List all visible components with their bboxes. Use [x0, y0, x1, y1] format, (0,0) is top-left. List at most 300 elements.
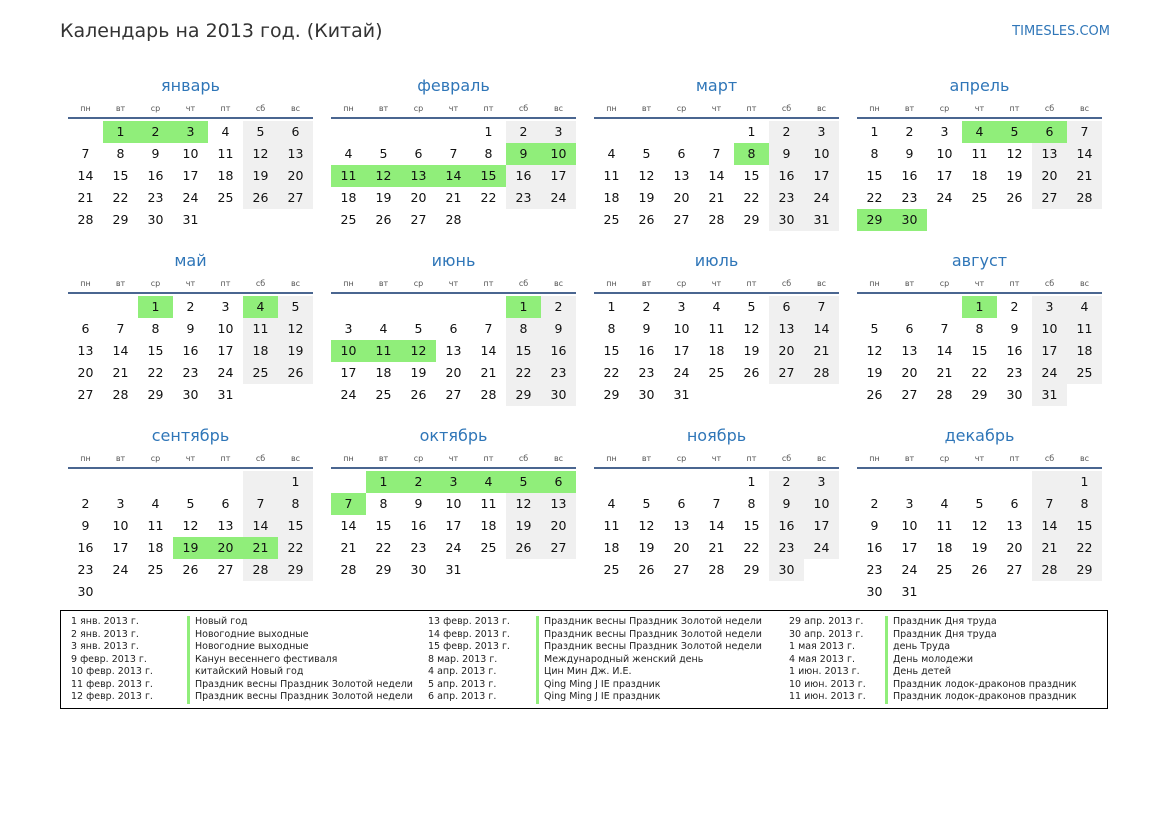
- day-cell: 1: [1067, 471, 1102, 493]
- day-cell: 23: [866, 562, 883, 577]
- weekday-header: [68, 275, 313, 294]
- empty-cell: [331, 296, 366, 318]
- day-cell: 22: [1067, 537, 1102, 559]
- day-cell: 7: [243, 493, 278, 515]
- day-cell: 19: [410, 365, 427, 380]
- weekday-label: чт: [974, 279, 985, 288]
- weekday-label: пт: [220, 454, 231, 463]
- empty-cell: [629, 471, 664, 493]
- day-cell: 27: [410, 212, 427, 227]
- day-cell: 25: [1067, 362, 1102, 384]
- day-cell: 29: [743, 562, 760, 577]
- day-cell: 7: [1067, 121, 1102, 143]
- day-cell: 6: [414, 146, 423, 161]
- day-cell: 6: [1010, 496, 1019, 511]
- day-cell: 12: [401, 340, 436, 362]
- day-cell: 19: [243, 165, 278, 187]
- day-cell: 24: [340, 387, 357, 402]
- site-link[interactable]: TIMESLES.COM: [1012, 24, 1110, 39]
- day-cell: 1: [138, 296, 173, 318]
- day-cell: 1: [506, 296, 541, 318]
- month-days: [594, 471, 839, 581]
- day-cell: 30: [147, 212, 164, 227]
- empty-cell: [68, 471, 103, 493]
- legend-date: 2 янв. 2013 г.: [71, 628, 139, 640]
- day-cell: 16: [901, 168, 918, 183]
- day-cell: 11: [708, 321, 725, 336]
- day-cell: 2: [506, 121, 541, 143]
- day-cell: 4: [1067, 296, 1102, 318]
- holiday-legend: [60, 610, 1108, 709]
- day-cell: 10: [901, 518, 918, 533]
- day-cell: 11: [971, 146, 988, 161]
- day-cell: 26: [638, 212, 655, 227]
- empty-cell: [103, 471, 138, 493]
- day-cell: 12: [182, 518, 199, 533]
- weekday-label: пт: [483, 279, 494, 288]
- weekday-label: сб: [781, 454, 792, 463]
- day-cell: 5: [642, 146, 651, 161]
- day-cell: 23: [541, 362, 576, 384]
- day-cell: 3: [804, 121, 839, 143]
- day-cell: 21: [480, 365, 497, 380]
- day-cell: 19: [866, 365, 883, 380]
- day-cell: 20: [278, 165, 313, 187]
- month-2: [331, 72, 576, 243]
- day-cell: 31: [445, 562, 462, 577]
- legend-holiday-name: День детей: [885, 666, 951, 679]
- day-cell: 26: [410, 387, 427, 402]
- day-cell: 29: [375, 562, 392, 577]
- weekday-label: пт: [746, 454, 757, 463]
- day-cell: 9: [1010, 321, 1019, 336]
- weekday-label: пн: [869, 104, 880, 113]
- day-cell: 16: [769, 515, 804, 537]
- month-name: июль: [694, 251, 739, 270]
- day-cell: 14: [708, 518, 725, 533]
- day-cell: 8: [379, 496, 388, 511]
- weekday-label: чт: [185, 454, 196, 463]
- day-cell: 28: [1032, 559, 1067, 581]
- day-cell: 25: [375, 387, 392, 402]
- day-cell: 17: [1032, 340, 1067, 362]
- day-cell: 30: [892, 209, 927, 231]
- day-cell: 27: [901, 387, 918, 402]
- day-cell: 20: [208, 537, 243, 559]
- day-cell: 25: [603, 212, 620, 227]
- weekday-label: вт: [115, 104, 126, 113]
- day-cell: 6: [541, 471, 576, 493]
- legend-holiday-name: Цин Мин Дж. И.Е.: [536, 666, 632, 679]
- legend-date: 5 апр. 2013 г.: [428, 678, 497, 690]
- empty-cell: [594, 471, 629, 493]
- weekday-label: ср: [413, 279, 424, 288]
- day-cell: 15: [112, 168, 129, 183]
- day-cell: 8: [484, 146, 493, 161]
- weekday-header: [594, 450, 839, 469]
- day-cell: 20: [1006, 540, 1023, 555]
- day-cell: 10: [804, 143, 839, 165]
- weekday-label: вт: [378, 104, 389, 113]
- day-cell: 28: [1067, 187, 1102, 209]
- day-cell: 6: [769, 296, 804, 318]
- day-cell: 23: [147, 190, 164, 205]
- day-cell: 12: [243, 143, 278, 165]
- day-cell: 4: [471, 471, 506, 493]
- day-cell: 2: [769, 121, 804, 143]
- month-name: июнь: [431, 251, 476, 270]
- legend-date: 8 мар. 2013 г.: [428, 653, 498, 665]
- day-cell: 25: [971, 190, 988, 205]
- day-cell: 28: [340, 562, 357, 577]
- legend-holiday-name: Праздник весны Праздник Золотой недели: [187, 679, 413, 692]
- weekday-label: пт: [746, 279, 757, 288]
- month-days: [68, 471, 313, 603]
- empty-cell: [629, 121, 664, 143]
- day-cell: 26: [743, 365, 760, 380]
- day-cell: 21: [708, 540, 725, 555]
- weekday-label: пт: [220, 279, 231, 288]
- day-cell: 3: [221, 299, 230, 314]
- day-cell: 14: [936, 343, 953, 358]
- day-cell: 3: [173, 121, 208, 143]
- weekday-label: пт: [1009, 279, 1020, 288]
- day-cell: 11: [936, 518, 953, 533]
- weekday-label: пн: [343, 279, 354, 288]
- day-cell: 23: [77, 562, 94, 577]
- month-1: [68, 72, 313, 243]
- day-cell: 16: [1006, 343, 1023, 358]
- empty-cell: [927, 471, 962, 493]
- legend-date: 3 янв. 2013 г.: [71, 641, 139, 652]
- day-cell: 24: [673, 365, 690, 380]
- day-cell: 14: [1067, 143, 1102, 165]
- legend-holiday-name: День молодежи: [885, 654, 973, 667]
- weekday-label: сб: [1044, 279, 1055, 288]
- legend-date: 11 февр. 2013 г.: [71, 678, 153, 690]
- day-cell: 30: [77, 584, 94, 599]
- day-cell: 13: [1032, 143, 1067, 165]
- day-cell: 6: [677, 496, 686, 511]
- day-cell: 23: [638, 365, 655, 380]
- months-grid: [68, 72, 1103, 599]
- day-cell: 25: [340, 212, 357, 227]
- day-cell: 18: [936, 540, 953, 555]
- day-cell: 4: [962, 121, 997, 143]
- month-days: [68, 296, 313, 406]
- weekday-header: [68, 450, 313, 469]
- day-cell: 4: [221, 124, 230, 139]
- day-cell: 2: [642, 299, 651, 314]
- weekday-label: вс: [290, 104, 301, 113]
- month-days: [331, 296, 576, 406]
- weekday-label: вс: [553, 454, 564, 463]
- legend-date: 11 июн. 2013 г.: [789, 691, 866, 702]
- day-cell: 16: [147, 168, 164, 183]
- day-cell: 1: [870, 124, 879, 139]
- weekday-label: пн: [606, 454, 617, 463]
- empty-cell: [857, 471, 892, 493]
- day-cell: 13: [673, 518, 690, 533]
- weekday-label: ср: [150, 104, 161, 113]
- weekday-header: [331, 100, 576, 119]
- day-cell: 11: [147, 518, 164, 533]
- weekday-label: сб: [518, 279, 529, 288]
- empty-cell: [436, 121, 471, 143]
- month-name: май: [174, 251, 207, 270]
- day-cell: 30: [541, 384, 576, 406]
- day-cell: 8: [116, 146, 125, 161]
- day-cell: 29: [603, 387, 620, 402]
- day-cell: 9: [151, 146, 160, 161]
- day-cell: 25: [217, 190, 234, 205]
- legend-holiday-name: Праздник Дня труда: [885, 629, 997, 642]
- day-cell: 17: [445, 518, 462, 533]
- day-cell: 24: [445, 540, 462, 555]
- day-cell: 4: [607, 146, 616, 161]
- day-cell: 29: [1067, 559, 1102, 581]
- day-cell: 7: [484, 321, 493, 336]
- weekday-label: чт: [711, 104, 722, 113]
- day-cell: 20: [673, 190, 690, 205]
- weekday-label: ср: [150, 454, 161, 463]
- day-cell: 11: [603, 168, 620, 183]
- day-cell: 22: [375, 540, 392, 555]
- weekday-label: чт: [974, 454, 985, 463]
- day-cell: 21: [445, 190, 462, 205]
- day-cell: 19: [971, 540, 988, 555]
- weekday-label: сб: [781, 279, 792, 288]
- legend-date: 6 апр. 2013 г.: [428, 691, 497, 702]
- day-cell: 20: [541, 515, 576, 537]
- day-cell: 5: [975, 496, 984, 511]
- legend-holiday-name: Праздник Дня труда: [885, 616, 997, 629]
- empty-cell: [594, 121, 629, 143]
- day-cell: 25: [480, 540, 497, 555]
- day-cell: 5: [997, 121, 1032, 143]
- day-cell: 16: [866, 540, 883, 555]
- day-cell: 23: [182, 365, 199, 380]
- day-cell: 20: [901, 365, 918, 380]
- day-cell: 11: [1067, 318, 1102, 340]
- day-cell: 15: [471, 165, 506, 187]
- weekday-label: чт: [711, 279, 722, 288]
- day-cell: 16: [77, 540, 94, 555]
- legend-holiday-name: Qing Ming J IE праздник: [536, 691, 661, 704]
- weekday-label: чт: [448, 104, 459, 113]
- day-cell: 28: [936, 387, 953, 402]
- day-cell: 1: [962, 296, 997, 318]
- day-cell: 5: [186, 496, 195, 511]
- day-cell: 9: [186, 321, 195, 336]
- empty-cell: [1032, 471, 1067, 493]
- empty-cell: [103, 296, 138, 318]
- day-cell: 29: [506, 384, 541, 406]
- day-cell: 15: [278, 515, 313, 537]
- weekday-label: вс: [553, 104, 564, 113]
- day-cell: 22: [147, 365, 164, 380]
- day-cell: 22: [506, 362, 541, 384]
- day-cell: 27: [445, 387, 462, 402]
- day-cell: 27: [769, 362, 804, 384]
- day-cell: 25: [603, 562, 620, 577]
- weekday-label: чт: [448, 454, 459, 463]
- empty-cell: [436, 296, 471, 318]
- day-cell: 24: [804, 537, 839, 559]
- day-cell: 31: [804, 209, 839, 231]
- day-cell: 18: [708, 343, 725, 358]
- month-days: [594, 296, 839, 406]
- day-cell: 6: [278, 121, 313, 143]
- day-cell: 13: [541, 493, 576, 515]
- legend-holiday-name: Праздник весны Праздник Золотой недели: [536, 641, 762, 654]
- empty-cell: [331, 471, 366, 493]
- month-4: [857, 72, 1102, 243]
- day-cell: 27: [217, 562, 234, 577]
- legend-holiday-name: Qing Ming J IE праздник: [536, 679, 661, 692]
- day-cell: 27: [673, 562, 690, 577]
- weekday-label: сб: [1044, 454, 1055, 463]
- weekday-label: вс: [1079, 279, 1090, 288]
- day-cell: 14: [77, 168, 94, 183]
- day-cell: 8: [1067, 493, 1102, 515]
- day-cell: 21: [112, 365, 129, 380]
- day-cell: 13: [673, 168, 690, 183]
- legend-holiday-name: Праздник весны Праздник Золотой недели: [536, 629, 762, 642]
- day-cell: 13: [1006, 518, 1023, 533]
- day-cell: 7: [940, 321, 949, 336]
- empty-cell: [366, 296, 401, 318]
- weekday-label: ср: [939, 454, 950, 463]
- day-cell: 22: [603, 365, 620, 380]
- day-cell: 18: [480, 518, 497, 533]
- day-cell: 15: [147, 343, 164, 358]
- day-cell: 12: [638, 168, 655, 183]
- weekday-label: пн: [606, 279, 617, 288]
- legend-holiday-name: Новый год: [187, 616, 248, 629]
- weekday-label: пн: [606, 104, 617, 113]
- day-cell: 19: [173, 537, 208, 559]
- month-6: [331, 247, 576, 418]
- legend-date: 9 февр. 2013 г.: [71, 653, 147, 665]
- day-cell: 8: [607, 321, 616, 336]
- day-cell: 2: [186, 299, 195, 314]
- day-cell: 15: [743, 518, 760, 533]
- day-cell: 10: [936, 146, 953, 161]
- legend-date: 13 февр. 2013 г.: [428, 616, 510, 627]
- month-3: [594, 72, 839, 243]
- day-cell: 19: [506, 515, 541, 537]
- day-cell: 6: [1032, 121, 1067, 143]
- day-cell: 1: [747, 124, 756, 139]
- day-cell: 3: [905, 496, 914, 511]
- day-cell: 5: [506, 471, 541, 493]
- day-cell: 7: [116, 321, 125, 336]
- day-cell: 3: [344, 321, 353, 336]
- day-cell: 18: [603, 190, 620, 205]
- day-cell: 21: [77, 190, 94, 205]
- weekday-label: вт: [904, 279, 915, 288]
- day-cell: 29: [857, 209, 892, 231]
- day-cell: 10: [804, 493, 839, 515]
- day-cell: 16: [506, 165, 541, 187]
- day-cell: 8: [747, 496, 756, 511]
- day-cell: 3: [116, 496, 125, 511]
- empty-cell: [173, 471, 208, 493]
- day-cell: 4: [344, 146, 353, 161]
- day-cell: 15: [971, 343, 988, 358]
- empty-cell: [664, 121, 699, 143]
- day-cell: 24: [901, 562, 918, 577]
- day-cell: 5: [642, 496, 651, 511]
- weekday-label: пт: [1009, 454, 1020, 463]
- empty-cell: [699, 121, 734, 143]
- day-cell: 30: [410, 562, 427, 577]
- weekday-header: [857, 450, 1102, 469]
- day-cell: 5: [870, 321, 879, 336]
- day-cell: 29: [147, 387, 164, 402]
- month-days: [857, 471, 1102, 603]
- day-cell: 14: [480, 343, 497, 358]
- day-cell: 10: [182, 146, 199, 161]
- day-cell: 13: [278, 143, 313, 165]
- day-cell: 5: [243, 121, 278, 143]
- day-cell: 9: [81, 518, 90, 533]
- day-cell: 29: [743, 212, 760, 227]
- month-days: [594, 121, 839, 231]
- day-cell: 9: [905, 146, 914, 161]
- weekday-label: ср: [676, 454, 687, 463]
- day-cell: 12: [638, 518, 655, 533]
- day-cell: 7: [449, 146, 458, 161]
- day-cell: 9: [506, 143, 541, 165]
- weekday-label: ср: [939, 279, 950, 288]
- day-cell: 12: [1006, 146, 1023, 161]
- month-name: ноябрь: [686, 426, 747, 445]
- day-cell: 7: [81, 146, 90, 161]
- day-cell: 10: [217, 321, 234, 336]
- day-cell: 6: [221, 496, 230, 511]
- day-cell: 12: [278, 318, 313, 340]
- empty-cell: [892, 296, 927, 318]
- day-cell: 14: [1032, 515, 1067, 537]
- day-cell: 29: [278, 559, 313, 581]
- weekday-label: вт: [641, 454, 652, 463]
- day-cell: 12: [971, 518, 988, 533]
- day-cell: 21: [1067, 165, 1102, 187]
- day-cell: 1: [103, 121, 138, 143]
- day-cell: 28: [708, 212, 725, 227]
- day-cell: 21: [708, 190, 725, 205]
- weekday-label: чт: [185, 104, 196, 113]
- month-7: [594, 247, 839, 418]
- day-cell: 6: [677, 146, 686, 161]
- day-cell: 14: [340, 518, 357, 533]
- day-cell: 24: [182, 190, 199, 205]
- weekday-header: [594, 100, 839, 119]
- day-cell: 16: [410, 518, 427, 533]
- month-10: [331, 422, 576, 593]
- day-cell: 23: [410, 540, 427, 555]
- weekday-label: сб: [1044, 104, 1055, 113]
- weekday-label: вт: [378, 454, 389, 463]
- month-name: апрель: [949, 76, 1010, 95]
- weekday-header: [594, 275, 839, 294]
- weekday-label: пт: [746, 104, 757, 113]
- day-cell: 28: [112, 387, 129, 402]
- day-cell: 7: [331, 493, 366, 515]
- weekday-label: сб: [255, 104, 266, 113]
